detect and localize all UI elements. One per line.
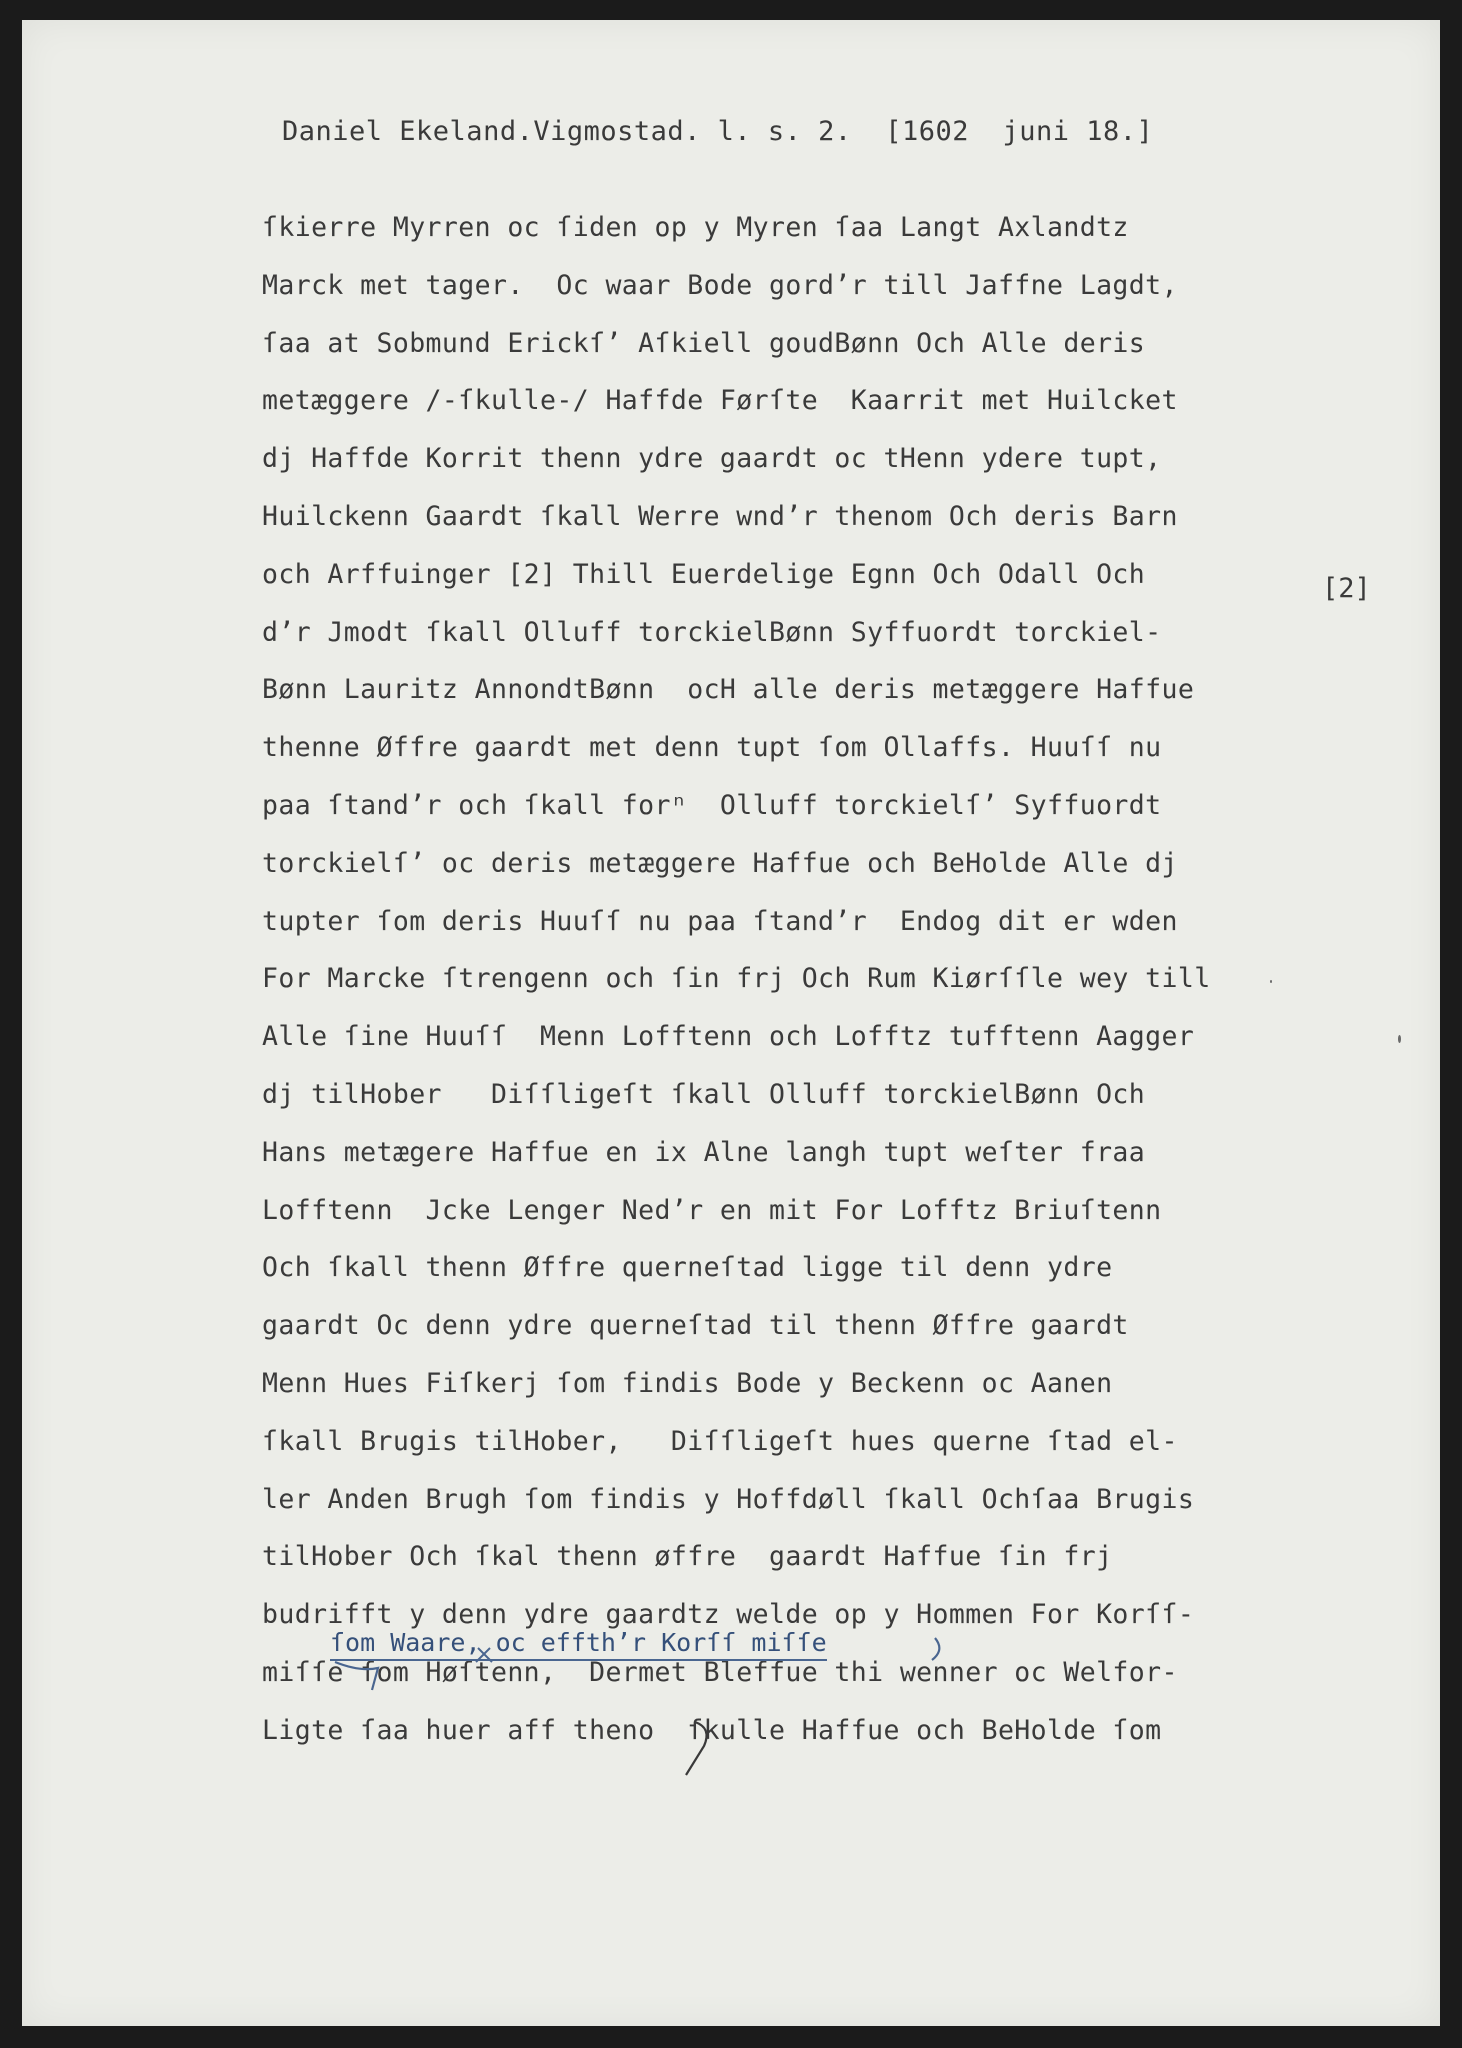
text-line: Huilckenn Gaardt ſkall Werre wnd’r thenom Och deris Barn	[262, 501, 1178, 532]
text-line: Marck met tager. Oc waar Bode gord’r till Jaffne Lagdt,	[262, 269, 1178, 301]
text-line: och Arffuinger [2] Thill Euerdelige Egnn Och Odall Och	[262, 558, 1146, 590]
text-line: Och ſkall thenn Øffre querneſtad ligge til denn ydre	[262, 1252, 1113, 1284]
paper-speck	[1398, 1035, 1401, 1043]
text-line: gaardt Oc denn ydre querneſtad til thenn Øffre gaardt	[262, 1310, 1129, 1342]
text-line: For Marcke ſtrengenn och ſin frj Och Rum Kiørſſle wey till	[262, 963, 1211, 995]
text-line: budrifft y denn ydre gaardtz welde op y Hommen For Korſſ-	[262, 1599, 1195, 1631]
text-line: tilHober Och ſkal thenn øffre gaardt Haffue ſin frj	[262, 1541, 1113, 1573]
text-line: Lofftenn Jcke Lenger Ned’r en mit For Lofftz Briuſtenn	[262, 1194, 1162, 1226]
text-line: ſaa at Sobmund Erickſ’ Aſkiell goudBønn Och Alle deris	[262, 327, 1146, 359]
text-line: Menn Hues Fiſkerj ſom findis Bode y Beckenn oc Aanen	[262, 1368, 1113, 1399]
text-line: Ligte ſaa huer aff theno ſkulle Haffue och BeHolde ſom	[262, 1714, 1162, 1746]
text-line: paa ſtand’r och ſkall forⁿ Olluff torckielſ’ Syffuordt	[262, 790, 1162, 821]
margin-page-marker: [2]	[1322, 573, 1371, 604]
text-line: torckielſ’ oc deris metæggere Haffue och BeHolde Alle dj	[262, 847, 1178, 879]
handwritten-insertion: ſom Waare, oc effth’r Korſſ miſſe	[330, 1628, 827, 1661]
text-line: Alle ſine Huuſſ Menn Lofftenn och Lofftz tufftenn Aagger	[262, 1021, 1195, 1053]
text-line: Hans metægere Haffue en ix Alne langh tupt weſter fraa	[262, 1136, 1146, 1168]
text-line: miſſe ſom Høſtenn, Dermet Bleffue thi wenner oc Welfor-	[262, 1657, 1178, 1688]
text-line: thenne Øffre gaardt met denn tupt ſom Ollaffs. Huuſſ nu	[262, 732, 1162, 764]
text-line: ſkall Brugis tilHober, Diſſligeſt hues querne ſtad el-	[262, 1425, 1178, 1457]
text-line: tupter ſom deris Huuſſ nu paa ſtand’r Endog dit er wden	[262, 905, 1178, 937]
text-line: metæggere /-ſkulle-/ Haffde Førſte Kaarrit met Huilcket	[262, 385, 1178, 417]
text-line: ſkierre Myrren oc ſiden op y Myren ſaa Langt Axlandtz	[262, 212, 1129, 243]
text-line: dj Haffde Korrit thenn ydre gaardt oc tHenn ydere tupt,	[262, 443, 1162, 475]
text-line: d’r Jmodt ſkall Olluff torckielBønn Syffuordt torckiel-	[262, 616, 1162, 648]
text-line: dj tilHober Diſſligeſt ſkall Olluff torckielBønn Och	[262, 1079, 1146, 1110]
text-line: ler Anden Brugh ſom findis y Hoffdøll ſkall Ochſaa Brugis	[262, 1483, 1195, 1515]
paper-speck	[1270, 980, 1272, 983]
text-line: Bønn Lauritz AnnondtBønn ocH alle deris metæggere Haffue	[262, 674, 1195, 706]
document-header: Daniel Ekeland.Vigmostad. l. s. 2. [1602 juni 18.]	[282, 116, 1154, 147]
